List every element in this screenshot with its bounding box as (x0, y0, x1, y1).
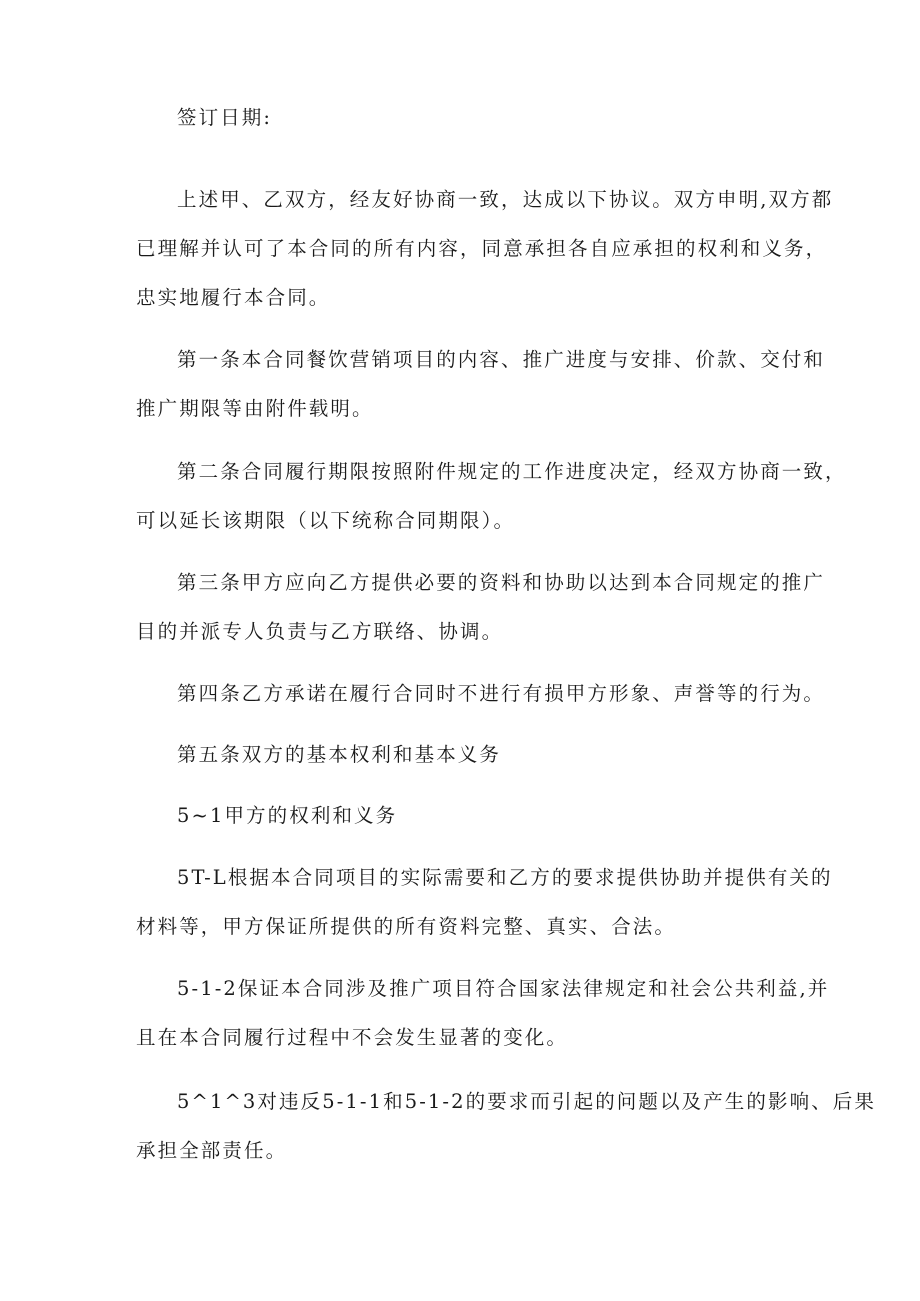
paragraph-line: 第四条乙方承诺在履行合同时不进行有损甲方形象、声誉等的行为。 (177, 682, 826, 705)
paragraph-line: 第二条合同履行期限按照附件规定的工作进度决定，经双方协商一致， (177, 460, 847, 483)
paragraph-line: 已理解并认可了本合同的所有内容，同意承担各自应承担的权利和义务， (136, 237, 828, 260)
paragraph-line: 5~1甲方的权利和义务 (177, 804, 398, 827)
paragraph-line: 且在本合同履行过程中不会发生显著的变化。 (136, 1026, 569, 1049)
paragraph-line: 上述甲、乙双方，经友好协商一致，达成以下协议。双方申明,双方都 (177, 188, 834, 211)
signing-date-label: 签订日期: (177, 106, 273, 129)
paragraph-line: 5^1^3对违反5-1-1和5-1-2的要求而引起的问题以及产生的影响、后果 (177, 1090, 876, 1113)
paragraph-line: 第一条本合同餐饮营销项目的内容、推广进度与安排、价款、交付和 (177, 348, 826, 371)
paragraph-line: 可以延长该期限（以下统称合同期限）。 (136, 509, 516, 532)
paragraph-line: 5T-L根据本合同项目的实际需要和乙方的要求提供协助并提供有关的 (177, 866, 833, 889)
paragraph-line: 推广期限等由附件载明。 (136, 397, 374, 420)
paragraph-line: 第三条甲方应向乙方提供必要的资料和协助以达到本合同规定的推广 (177, 571, 826, 594)
paragraph-line: 材料等，甲方保证所提供的所有资料完整、真实、合法。 (136, 915, 677, 938)
paragraph-line: 目的并派专人负责与乙方联络、协调。 (136, 620, 504, 643)
paragraph-line: 忠实地履行本合同。 (136, 286, 331, 309)
paragraph-line: 5-1-2保证本合同涉及推广项目符合国家法律规定和社会公共利益,并 (177, 977, 830, 1000)
paragraph-line: 承担全部责任。 (136, 1139, 288, 1162)
paragraph-line: 第五条双方的基本权利和基本义务 (177, 743, 502, 766)
